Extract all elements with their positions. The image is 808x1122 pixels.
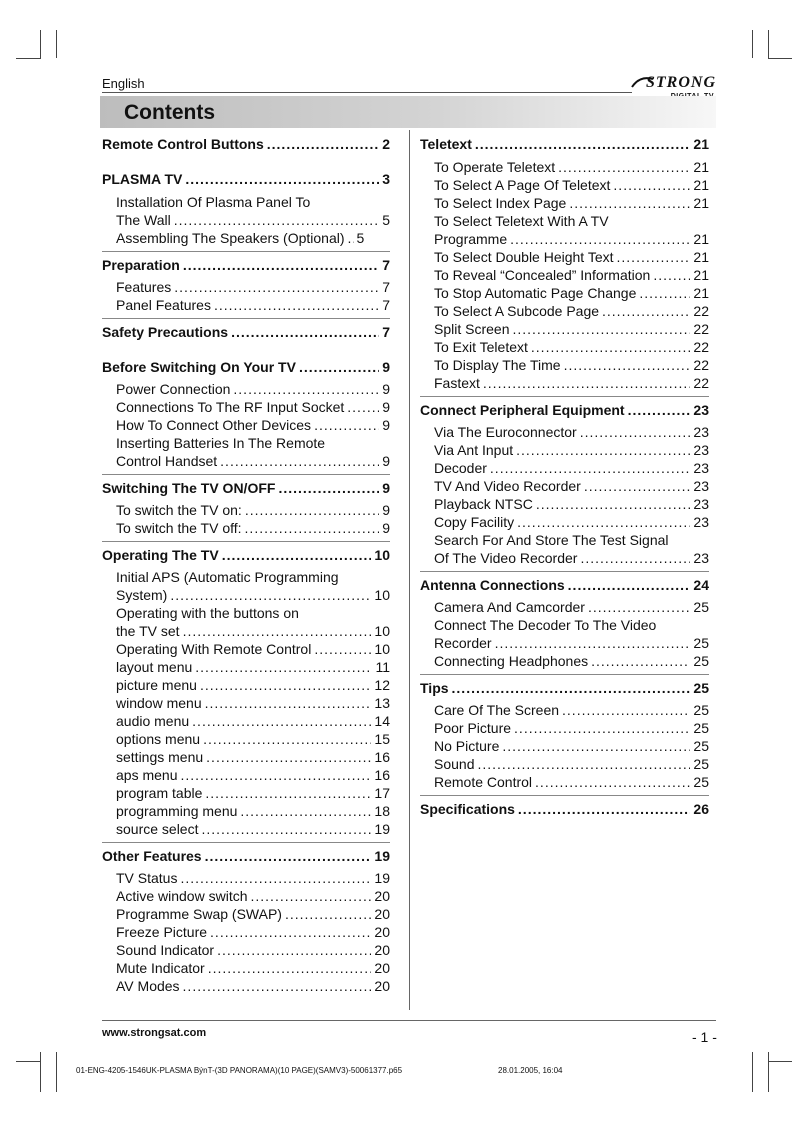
toc-item[interactable]: Care Of The Screen ..... 25 — [420, 701, 709, 719]
toc-item[interactable]: To Stop Automatic Page Change ..... 21 — [420, 284, 709, 302]
toc-item[interactable]: To Select Teletext With A TV — [434, 213, 609, 229]
crop-mark — [56, 1052, 57, 1092]
toc-item[interactable]: To Select Double Height Text ..... 21 — [420, 248, 709, 266]
page-title: Contents — [124, 101, 215, 124]
toc-item[interactable]: aps menu ..... 16 — [102, 766, 390, 784]
toc-item[interactable]: the TV set ..... 10 — [102, 622, 390, 640]
toc-item[interactable]: picture menu ..... 12 — [102, 676, 390, 694]
toc-item[interactable]: audio menu ..... 14 — [102, 712, 390, 730]
toc-item[interactable]: Recorder ..... 25 — [420, 634, 709, 652]
toc-item[interactable]: Programme Swap (SWAP) ..... 20 — [102, 905, 390, 923]
crop-mark — [768, 1052, 769, 1092]
toc-item[interactable]: How To Connect Other Devices ..... 9 — [102, 416, 390, 434]
toc-item[interactable]: source select ..... 19 — [102, 820, 390, 838]
toc-right-column — [420, 131, 709, 818]
toc-item[interactable]: programming menu ..... 18 — [102, 802, 390, 820]
toc-item[interactable]: Sound Indicator ..... 20 — [102, 941, 390, 959]
file-info: 01-ENG-4205-1546UK-PLASMA BýnT-(3D PANORAMA)(10 PAGE)(SAMV3)-50061377.p65 — [76, 1066, 403, 1075]
toc-item[interactable]: Fastext ..... 22 — [420, 374, 709, 392]
crop-mark — [16, 58, 41, 59]
footer-rule — [102, 1020, 716, 1021]
toc-item[interactable]: To Reveal “Concealed” Information ..... 21 — [420, 266, 709, 284]
toc-section[interactable]: Teletext ..... 21 — [420, 135, 709, 153]
toc-item[interactable]: To Select A Page Of Teletext ..... 21 — [420, 176, 709, 194]
toc-item[interactable]: Freeze Picture ..... 20 — [102, 923, 390, 941]
toc-item[interactable]: Panel Features ..... 7 — [102, 296, 390, 314]
toc-item[interactable]: To Display The Time ..... 22 — [420, 356, 709, 374]
file-date: 28.01.2005, 16:04 — [498, 1066, 563, 1075]
toc-item[interactable]: No Picture ..... 25 — [420, 737, 709, 755]
toc-item[interactable]: Connections To The RF Input Socket ..... 9 — [102, 398, 390, 416]
toc-section[interactable]: Switching The TV ON/OFF ..... 9 — [102, 479, 390, 497]
toc-item[interactable]: options menu ..... 15 — [102, 730, 390, 748]
toc-item[interactable]: Camera And Camcorder ..... 25 — [420, 598, 709, 616]
toc-left-column — [102, 131, 390, 995]
toc-item[interactable]: Installation Of Plasma Panel To — [116, 194, 311, 210]
crop-mark — [16, 1061, 41, 1062]
toc-item[interactable]: The Wall ..... 5 — [102, 211, 390, 229]
toc-item[interactable]: To Exit Teletext ..... 22 — [420, 338, 709, 356]
crop-mark — [752, 30, 753, 58]
toc-item[interactable]: Decoder ..... 23 — [420, 459, 709, 477]
toc-item[interactable]: To Select A Subcode Page ..... 22 — [420, 302, 709, 320]
toc-item[interactable]: To switch the TV off: ..... 9 — [102, 519, 390, 537]
toc-section[interactable]: Operating The TV ..... 10 — [102, 546, 390, 564]
toc-item[interactable]: Via The Euroconnector ..... 23 — [420, 423, 709, 441]
toc-item[interactable]: To Select Index Page ..... 21 — [420, 194, 709, 212]
toc-item[interactable]: Of The Video Recorder ..... 23 — [420, 549, 709, 567]
crop-mark — [768, 58, 792, 59]
toc-section[interactable]: Tips ..... 25 — [420, 679, 709, 697]
toc-item[interactable]: program table ..... 17 — [102, 784, 390, 802]
toc-section[interactable]: Other Features ..... 19 — [102, 847, 390, 865]
toc-section[interactable]: Safety Precautions ..... 7 — [102, 323, 390, 341]
toc-item[interactable]: Power Connection ..... 9 — [102, 380, 390, 398]
toc-section[interactable]: Antenna Connections ..... 24 — [420, 576, 709, 594]
toc-item[interactable]: Programme ..... 21 — [420, 230, 709, 248]
toc-item[interactable]: Poor Picture ..... 25 — [420, 719, 709, 737]
toc-item[interactable]: Active window switch ..... 20 — [102, 887, 390, 905]
toc-item[interactable]: TV Status ..... 19 — [102, 869, 390, 887]
toc-item[interactable]: Search For And Store The Test Signal — [434, 532, 669, 548]
crop-mark — [752, 1052, 753, 1092]
toc-item[interactable]: Assembling The Speakers (Optional) ..... 5 — [102, 229, 390, 247]
column-divider — [409, 130, 410, 1010]
toc-item[interactable]: Operating With Remote Control ..... 10 — [102, 640, 390, 658]
header-language: English — [102, 76, 145, 91]
toc-item[interactable]: Sound ..... 25 — [420, 755, 709, 773]
toc-item[interactable]: layout menu ..... 11 — [102, 658, 390, 676]
footer-url[interactable]: www.strongsat.com — [102, 1027, 207, 1039]
toc-item[interactable]: Playback NTSC ..... 23 — [420, 495, 709, 513]
toc-item[interactable]: AV Modes ..... 20 — [102, 977, 390, 995]
title-banner — [100, 96, 716, 128]
toc-item[interactable]: Features ..... 7 — [102, 278, 390, 296]
toc-item[interactable]: Remote Control ..... 25 — [420, 773, 709, 791]
toc-section[interactable]: Before Switching On Your TV ..... 9 — [102, 358, 390, 376]
toc-item[interactable]: To Operate Teletext ..... 21 — [420, 158, 709, 176]
toc-item[interactable]: To switch the TV on: ..... 9 — [102, 501, 390, 519]
toc-section[interactable]: Connect Peripheral Equipment ..... 23 — [420, 401, 709, 419]
toc-section[interactable]: PLASMA TV ..... 3 — [102, 170, 390, 188]
toc-section[interactable]: Specifications ..... 26 — [420, 800, 709, 818]
toc-item[interactable]: Connect The Decoder To The Video — [434, 617, 657, 633]
page-number: - 1 - — [692, 1029, 717, 1045]
toc-item[interactable]: Copy Facility ..... 23 — [420, 513, 709, 531]
toc-item[interactable]: window menu ..... 13 — [102, 694, 390, 712]
toc-item[interactable]: Control Handset ..... 9 — [102, 452, 390, 470]
toc-item[interactable]: Via Ant Input ..... 23 — [420, 441, 709, 459]
header-rule — [102, 92, 632, 93]
toc-section[interactable]: Preparation ..... 7 — [102, 256, 390, 274]
toc-item[interactable]: System) ..... 10 — [102, 586, 390, 604]
toc-item[interactable]: Operating with the buttons on — [116, 605, 299, 621]
crop-mark — [768, 30, 769, 58]
crop-mark — [40, 30, 41, 58]
toc-item[interactable]: Inserting Batteries In The Remote — [116, 435, 326, 451]
toc-item[interactable]: Connecting Headphones ..... 25 — [420, 652, 709, 670]
toc-item[interactable]: Mute Indicator ..... 20 — [102, 959, 390, 977]
toc-section[interactable]: Remote Control Buttons ..... 2 — [102, 135, 390, 153]
crop-mark — [40, 1052, 41, 1092]
toc-item[interactable]: TV And Video Recorder ..... 23 — [420, 477, 709, 495]
toc-item[interactable]: settings menu ..... 16 — [102, 748, 390, 766]
brand-name: STRONG — [645, 74, 716, 91]
crop-mark — [56, 30, 57, 58]
toc-item[interactable]: Split Screen ..... 22 — [420, 320, 709, 338]
toc-item[interactable]: Initial APS (Automatic Programming — [116, 569, 339, 585]
crop-mark — [768, 1061, 792, 1062]
